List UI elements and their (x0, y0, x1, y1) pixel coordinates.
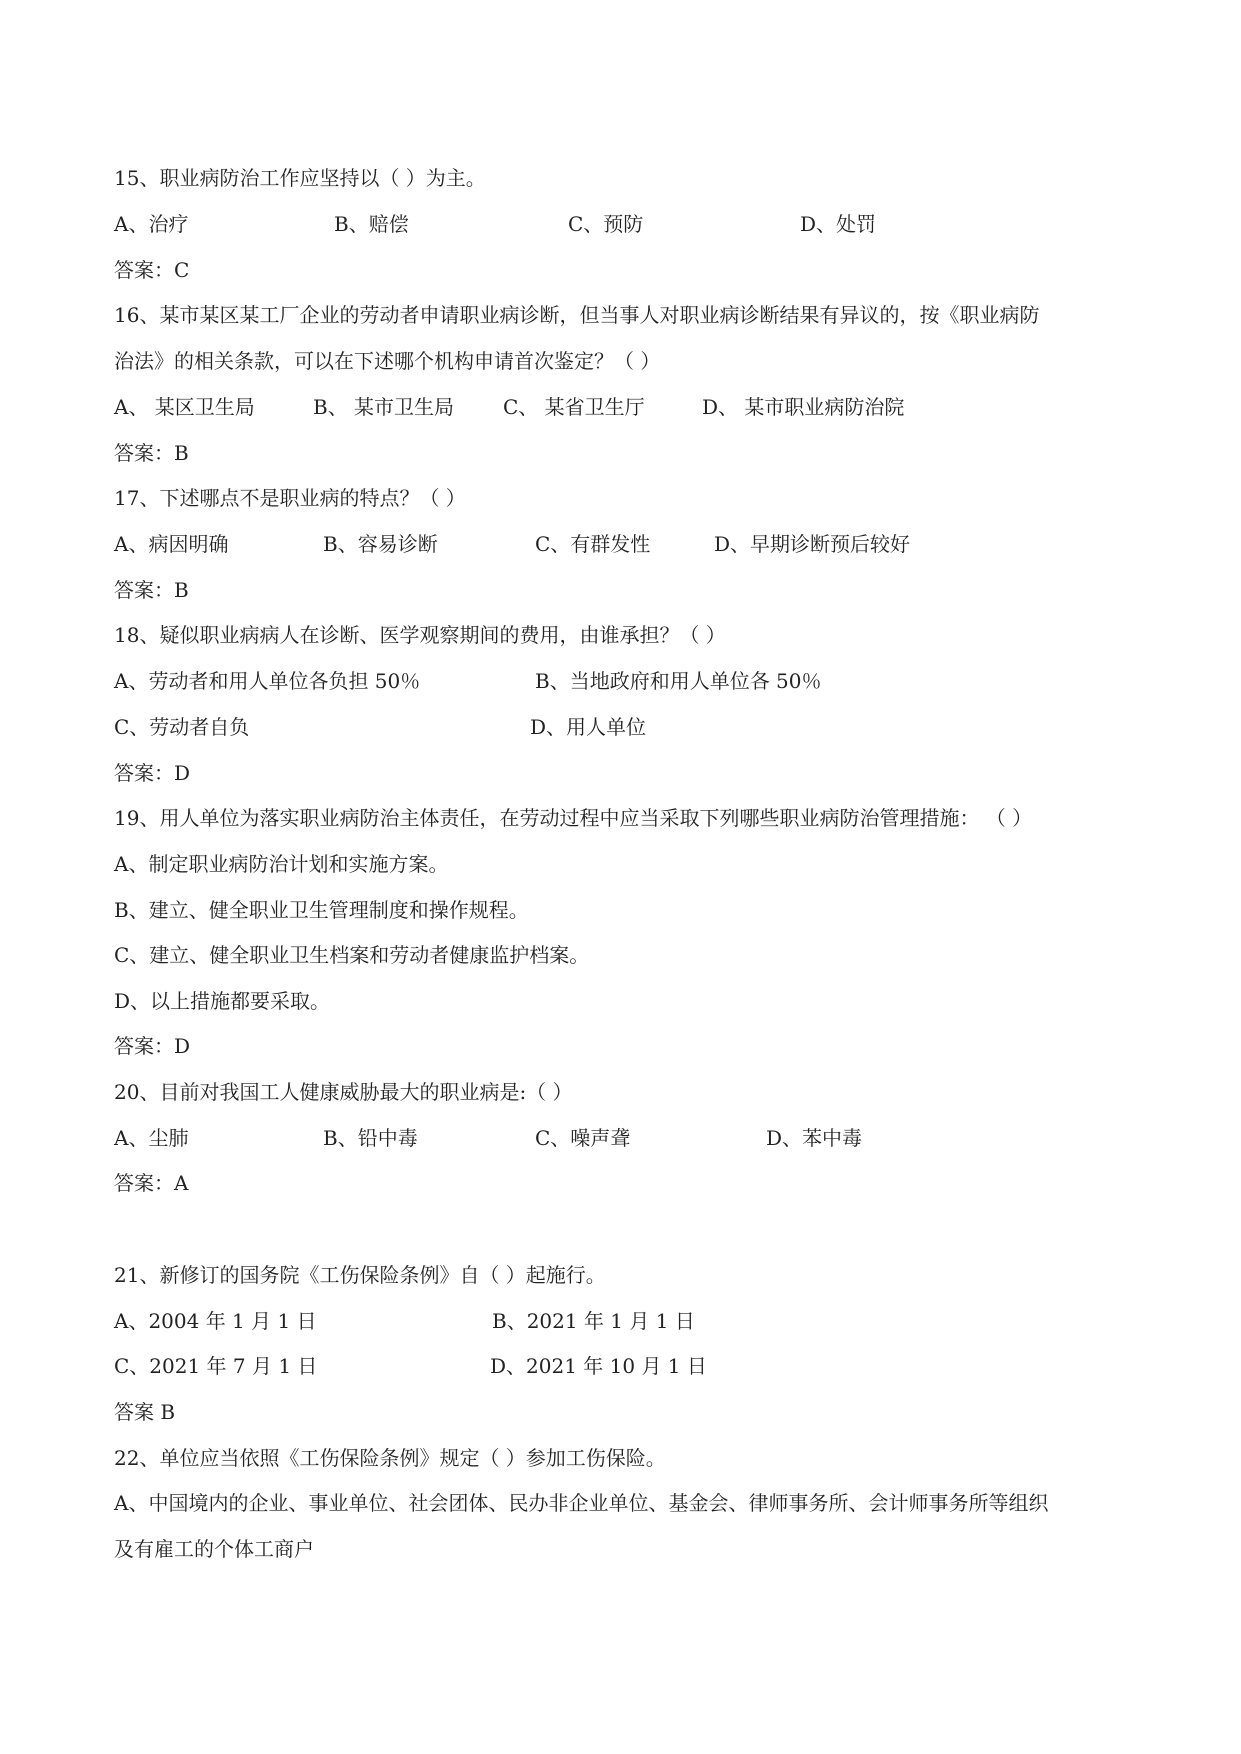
question-17-option-d: D、早期诊断预后较好 (714, 532, 911, 556)
question-21-option-c: C、2021 年 7 月 1 日 (114, 1354, 318, 1378)
question-15-option-d: D、处罚 (800, 212, 877, 236)
question-16-stem-line-1: 16、某市某区某工厂企业的劳动者申请职业病诊断，但当事人对职业病诊断结果有异议的，按《职业病防 (114, 303, 1040, 327)
question-16-option-a: A、 某区卫生局 (114, 395, 255, 419)
question-20-option-d: D、苯中毒 (766, 1126, 863, 1150)
question-19-stem: 19、用人单位为落实职业病防治主体责任，在劳动过程中应当采取下列哪些职业病防治管理措施： （ ） (114, 806, 1033, 830)
question-15-option-a: A、治疗 (114, 212, 189, 236)
question-17-option-a: A、病因明确 (114, 532, 229, 556)
question-20-stem: 20、目前对我国工人健康威胁最大的职业病是:（ ） (114, 1080, 573, 1104)
question-19-option-c: C、建立、健全职业卫生档案和劳动者健康监护档案。 (114, 943, 590, 967)
question-21-stem: 21、新修订的国务院《工伤保险条例》自（ ）起施行。 (114, 1263, 606, 1287)
question-22-option-a-line-1: A、中国境内的企业、事业单位、社会团体、民办非企业单位、基金会、律师事务所、会计师事务所等组织 (114, 1491, 1049, 1515)
question-17-stem: 17、下述哪点不是职业病的特点？（ ） (114, 486, 466, 510)
question-16-answer: 答案：B (114, 441, 189, 465)
question-17-answer: 答案：B (114, 578, 189, 602)
question-21-option-a: A、2004 年 1 月 1 日 (114, 1309, 317, 1333)
question-18-option-a: A、劳动者和用人单位各负担 50％ (114, 669, 421, 693)
question-21-option-b: B、2021 年 1 月 1 日 (492, 1309, 695, 1333)
question-15-option-b: B、赔偿 (334, 212, 409, 236)
question-22-stem: 22、单位应当依照《工伤保险条例》规定（ ）参加工伤保险。 (114, 1446, 666, 1470)
question-19-option-b: B、建立、健全职业卫生管理制度和操作规程。 (114, 898, 529, 922)
question-18-option-d: D、用人单位 (530, 715, 647, 739)
question-16-stem-line-2: 治法》的相关条款，可以在下述哪个机构申请首次鉴定？（ ） (114, 349, 661, 373)
question-22-option-a-line-2: 及有雇工的个体工商户 (114, 1537, 314, 1561)
question-18-option-c: C、劳动者自负 (114, 715, 250, 739)
question-18-option-b: B、当地政府和用人单位各 50％ (535, 669, 822, 693)
question-19-answer: 答案：D (114, 1034, 191, 1058)
question-20-option-a: A、尘肺 (114, 1126, 189, 1150)
question-18-answer: 答案：D (114, 761, 191, 785)
question-15-option-c: C、预防 (568, 212, 644, 236)
question-15-stem: 15、职业病防治工作应坚持以（ ）为主。 (114, 166, 486, 190)
question-18-stem: 18、疑似职业病病人在诊断、医学观察期间的费用，由谁承担？（ ） (114, 623, 726, 647)
question-19-option-a: A、制定职业病防治计划和实施方案。 (114, 852, 449, 876)
question-16-option-b: B、 某市卫生局 (313, 395, 455, 419)
question-21-answer: 答案 B (114, 1400, 176, 1424)
question-20-answer: 答案：A (114, 1171, 189, 1195)
question-20-option-b: B、铅中毒 (323, 1126, 418, 1150)
question-17-option-b: B、容易诊断 (323, 532, 438, 556)
question-17-option-c: C、有群发性 (535, 532, 651, 556)
question-15-answer: 答案：C (114, 258, 190, 282)
question-16-option-d: D、 某市职业病防治院 (702, 395, 905, 419)
question-21-option-d: D、2021 年 10 月 1 日 (490, 1354, 707, 1378)
question-16-option-c: C、 某省卫生厅 (503, 395, 645, 419)
question-20-option-c: C、噪声聋 (535, 1126, 631, 1150)
question-19-option-d: D、以上措施都要采取。 (114, 989, 331, 1013)
